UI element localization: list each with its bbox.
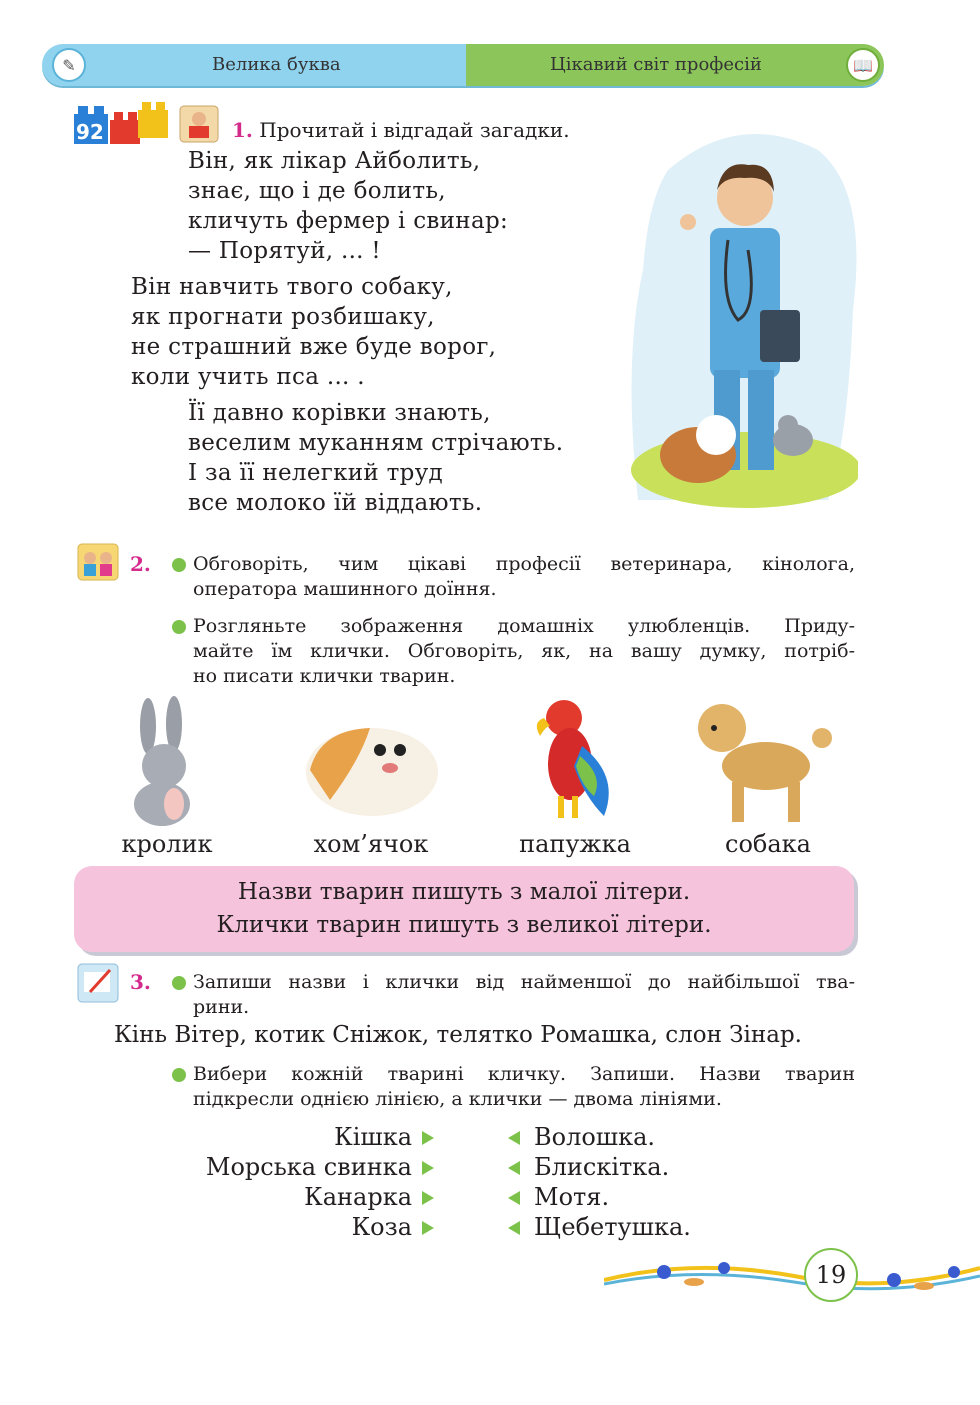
blocks-badge (74, 100, 172, 148)
pet-name: Щебетушка. (534, 1213, 691, 1241)
veterinarian-illustration (628, 110, 858, 510)
animal-name: Канарка (304, 1183, 412, 1211)
riddle-1 (188, 146, 508, 266)
section-title: Велика буква (212, 54, 341, 75)
arrow-right-icon (422, 1161, 434, 1175)
book-icon: 📖 (846, 48, 880, 82)
bullet (172, 620, 186, 634)
task-line: но писати клички тварин. (193, 665, 456, 687)
riddle-line: — Порятуй, ... ! (188, 238, 381, 264)
pet-name: Блискітка. (534, 1153, 670, 1181)
arrow-left-icon (508, 1161, 520, 1175)
arrow-left-icon (508, 1221, 520, 1235)
names-sentence: Кінь Вітер, котик Сніжок, телятко Ромашка, слон Зінар. (114, 1022, 802, 1048)
riddle-line: як прогнати розбишаку, (131, 304, 435, 330)
task-line: Запиши назви і клички від найменшої до найбільшої тва- (193, 971, 855, 993)
task1-instruction: Прочитай і відгадай загадки. (259, 118, 570, 142)
task1-heading (232, 118, 570, 142)
rule-line: Назви тварин пишуть з малої літери. (237, 879, 691, 905)
pen-icon: ✎ (52, 48, 86, 82)
pet-names-column (534, 1122, 691, 1242)
arrow-left-icon (508, 1191, 520, 1205)
riddle-line: все молоко їй віддають. (188, 490, 483, 516)
children-icon (76, 542, 120, 582)
riddle-line: знає, що і де болить, (188, 178, 446, 204)
task-line: Обговоріть, чим цікаві професії ветеринара, кінолога, (193, 553, 855, 575)
task2-bullet1 (193, 552, 855, 602)
riddle-line: коли учить пса ... . (131, 364, 365, 390)
arrow-right-icon (422, 1191, 434, 1205)
rule-box (74, 866, 854, 952)
riddle-line: Він, як лікар Айболить, (188, 148, 481, 174)
reading-child-icon (178, 104, 222, 146)
task-line: майте їм клички. Обговоріть, як, на вашу думку, потріб- (193, 640, 855, 662)
hamster-illustration (300, 710, 442, 820)
bullet (172, 558, 186, 572)
task2-number: 2. (130, 552, 151, 576)
page-number: 19 (804, 1248, 858, 1302)
animal-label-hamster: хом’ячок (313, 830, 429, 858)
bullet (172, 976, 186, 990)
animals-column (150, 1122, 412, 1242)
task-line: оператора машинного доїння. (193, 578, 497, 600)
task3-bullet2 (193, 1062, 855, 1112)
task-line: рини. (193, 996, 250, 1018)
riddle-line: кличуть фермер і свинар: (188, 208, 509, 234)
riddle-2 (131, 272, 496, 392)
arrow-right-icon (422, 1131, 434, 1145)
header-bar (42, 44, 884, 86)
animal-name: Кішка (334, 1123, 412, 1151)
task3-number: 3. (130, 970, 151, 994)
pet-name: Мотя. (534, 1183, 610, 1211)
animal-label-parrot: папужка (519, 830, 631, 858)
riddle-line: Він навчить твого собаку, (131, 274, 453, 300)
pet-name: Волошка. (534, 1123, 656, 1151)
riddle-line: Її давно корівки знають, (188, 400, 491, 426)
badge-number: 92 (76, 120, 104, 144)
left-arrows (508, 1130, 522, 1250)
arrow-right-icon (422, 1221, 434, 1235)
riddle-3 (188, 398, 563, 518)
riddle-line: веселим муканням стрічають. (188, 430, 564, 456)
floral-ornament (604, 1250, 980, 1300)
chapter-title: Цікавий світ професій (550, 54, 762, 75)
bullet (172, 1068, 186, 1082)
animal-name: Морська свинка (205, 1153, 412, 1181)
animal-label-rabbit: кролик (121, 830, 213, 858)
rule-line: Клички тварин пишуть з великої літери. (216, 912, 712, 938)
task3-bullet1 (193, 970, 855, 1020)
task-line: Вибери кожній тварині кличку. Запиши. Назви тварин (193, 1063, 855, 1085)
parrot-illustration (524, 696, 624, 830)
rabbit-illustration (126, 696, 202, 830)
right-arrows (422, 1130, 436, 1250)
task-line: Розгляньте зображення домашніх улюбленців. Приду- (193, 615, 855, 637)
task2-bullet2 (193, 614, 855, 689)
animal-label-dog: собака (725, 830, 811, 858)
arrow-left-icon (508, 1131, 520, 1145)
task-line: підкресли однією лінією, а клички — двома лініями. (193, 1088, 722, 1110)
animal-name: Коза (351, 1213, 412, 1241)
poodle-illustration (692, 698, 834, 828)
riddle-line: не страшний вже буде ворог, (131, 334, 497, 360)
writing-icon (76, 962, 120, 1004)
task1-number: 1. (232, 118, 253, 142)
riddle-line: І за її нелегкий труд (188, 460, 443, 486)
